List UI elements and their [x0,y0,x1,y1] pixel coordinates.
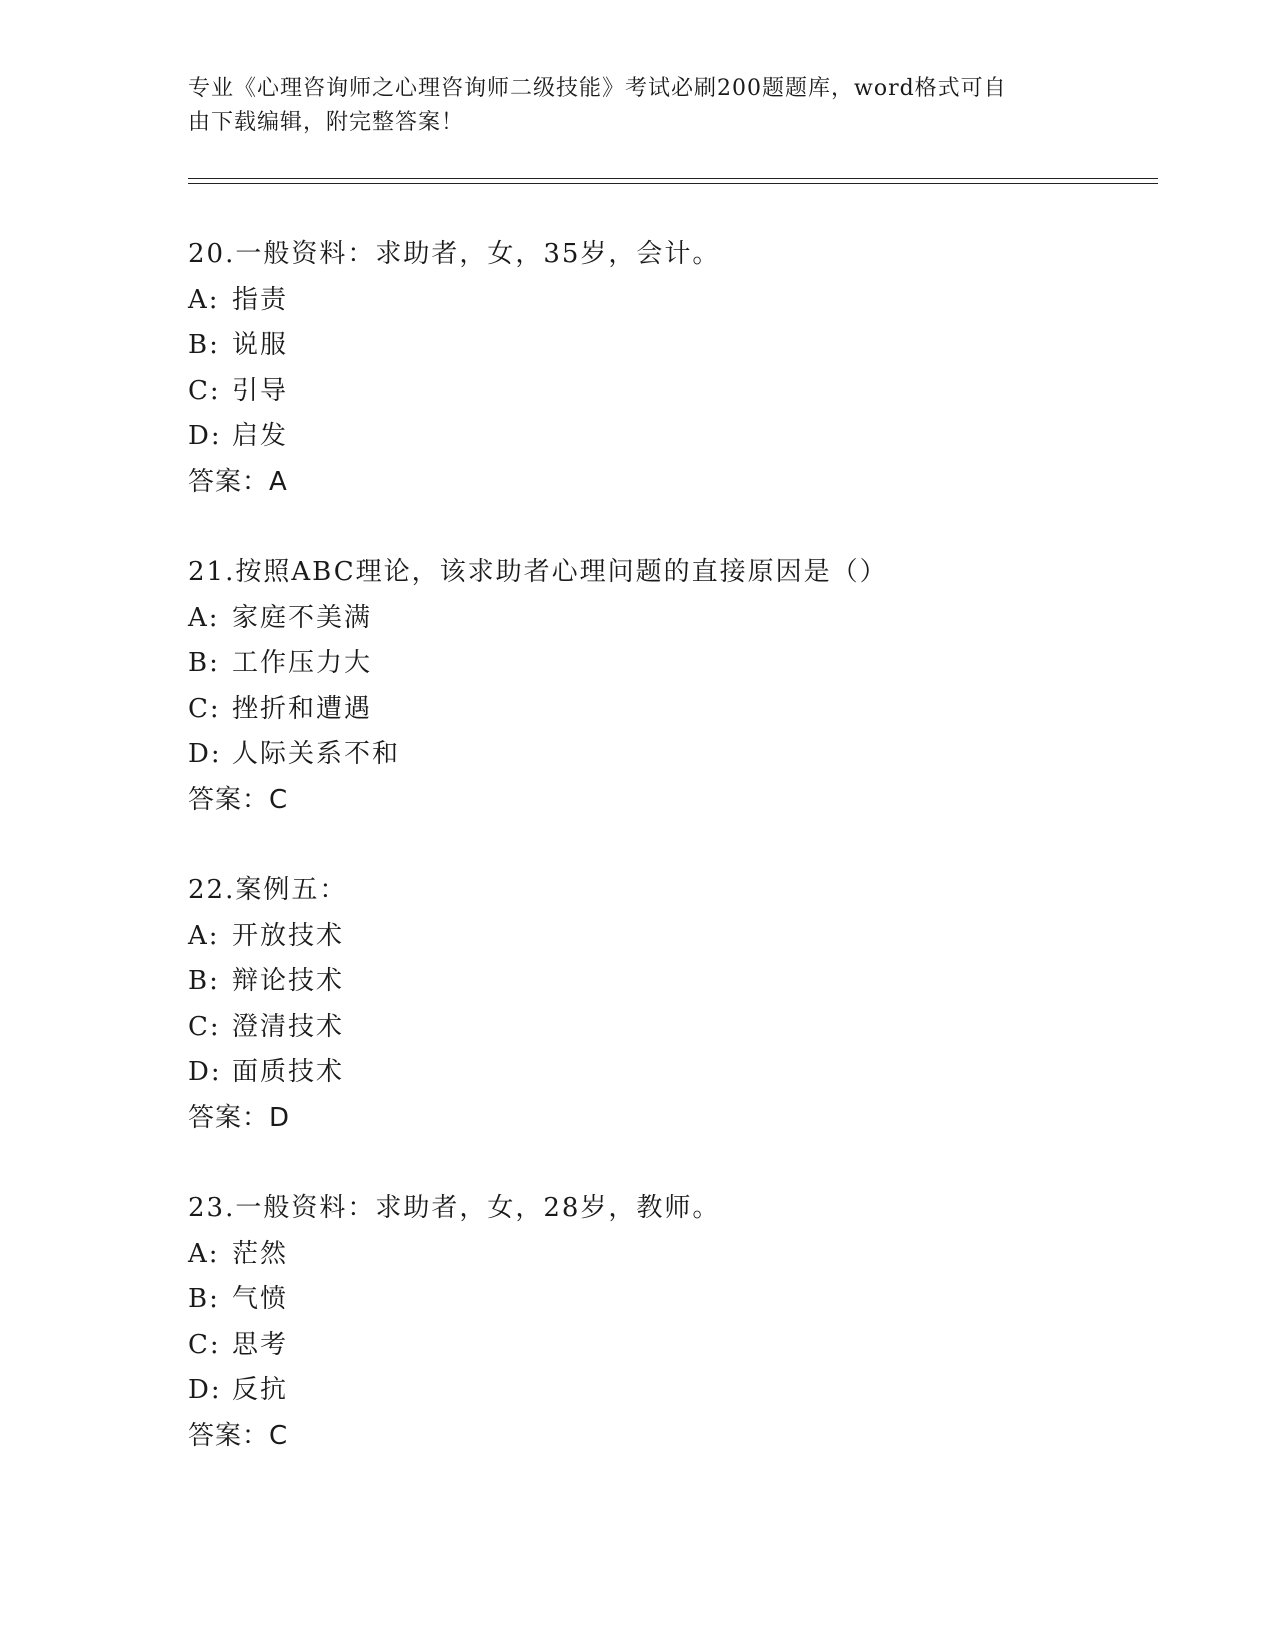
option-key: C: [188,1011,221,1042]
question-title: 23.一般资料：求助者，女，28岁，教师。 [188,1193,721,1223]
option-text: 澄清技术 [232,1011,345,1042]
header-divider-bottom [188,183,1158,184]
option-text: 引导 [232,375,289,406]
option-key: A: [188,920,220,951]
question-title: 21.按照ABC理论，该求助者心理问题的直接原因是（） [188,557,888,587]
option-text: 辩论技术 [232,966,345,996]
question-block [188,232,1148,505]
option-key: D: [188,1375,222,1405]
answer-line: 答案：C [188,784,289,815]
question-block [188,868,1148,1141]
option-key: A: [188,602,220,633]
option-key: C: [188,693,221,724]
question-title: 22.案例五： [188,875,348,905]
option-text: 思考 [232,1329,289,1360]
option-key: C: [188,1329,221,1360]
option-d [188,732,1148,778]
option-a [188,278,1148,324]
document-header [188,72,1068,140]
answer-line: 答案：D [188,1102,291,1133]
option-a [188,1232,1148,1278]
option-key: B: [188,1284,220,1314]
option-b [188,323,1148,369]
option-a [188,914,1148,960]
option-b [188,959,1148,1005]
option-key: D: [188,1057,222,1087]
option-c [188,1323,1148,1369]
option-text: 指责 [232,284,289,315]
option-text: 面质技术 [232,1057,345,1087]
option-b [188,641,1148,687]
option-d [188,1050,1148,1096]
option-text: 工作压力大 [232,648,373,678]
header-divider-top [188,178,1158,179]
option-text: 启发 [232,421,289,451]
option-text: 人际关系不和 [232,739,401,769]
option-text: 茫然 [232,1238,289,1269]
header-line-2: 由下载编辑，附完整答案！ [188,110,465,135]
option-text: 气愤 [232,1284,289,1314]
option-key: B: [188,648,220,678]
option-key: A: [188,1238,220,1269]
option-key: C: [188,375,221,406]
option-key: D: [188,739,222,769]
answer-line: 答案：A [188,466,288,497]
option-text: 挫折和遭遇 [232,693,373,724]
answer-line: 答案：C [188,1420,289,1451]
option-key: D: [188,421,222,451]
option-text: 开放技术 [232,920,345,951]
question-block [188,1186,1148,1459]
option-d [188,414,1148,460]
header-line-1: 专业《心理咨询师之心理咨询师二级技能》考试必刷200题题库，word格式可自 [188,76,1007,101]
option-text: 反抗 [232,1375,289,1405]
option-b [188,1277,1148,1323]
option-key: B: [188,330,220,360]
option-d [188,1368,1148,1414]
option-a [188,596,1148,642]
question-block [188,550,1148,823]
option-text: 家庭不美满 [232,602,373,633]
option-key: A: [188,284,220,315]
option-c [188,369,1148,415]
option-c [188,1005,1148,1051]
question-title: 20.一般资料：求助者，女，35岁，会计。 [188,239,721,269]
option-text: 说服 [232,330,289,360]
option-key: B: [188,966,220,996]
option-c [188,687,1148,733]
